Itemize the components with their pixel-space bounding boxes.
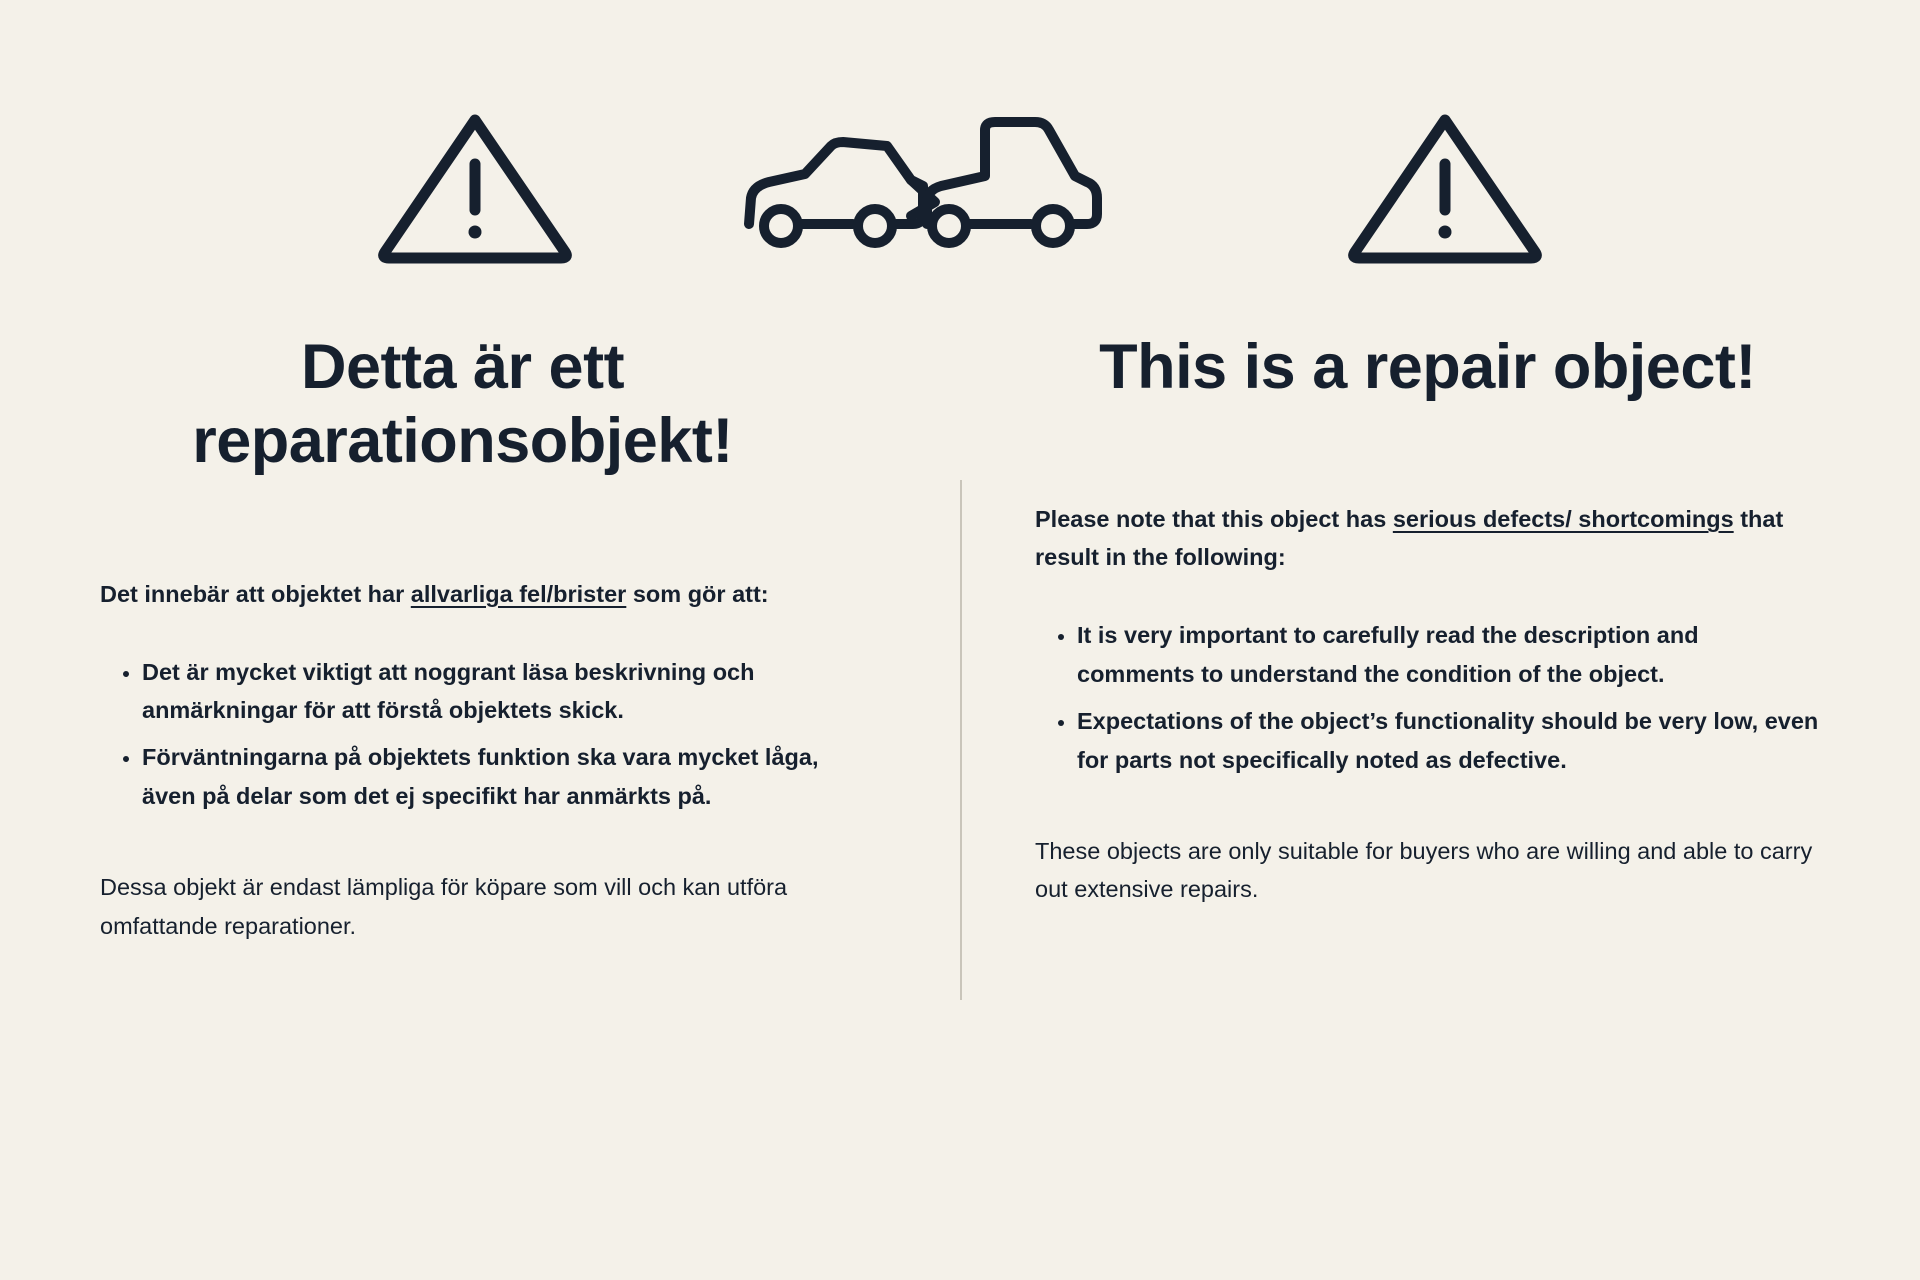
intro-text-after-sv: som gör att: — [626, 580, 769, 607]
bullet-list-en — [1035, 616, 1820, 779]
intro-paragraph-en — [1035, 500, 1820, 576]
intro-paragraph-sv — [100, 575, 825, 613]
bullet-list-sv — [100, 653, 825, 816]
warning-triangle-icon — [1345, 106, 1545, 266]
page-title-sv: Detta är ett reparationsobjekt! — [192, 332, 733, 477]
warning-triangle-icon — [375, 106, 575, 266]
icon-row — [0, 96, 1920, 276]
page-title-en: This is a repair object! — [1099, 332, 1756, 402]
car-collision-icon — [735, 106, 1185, 266]
intro-text-before-en: Please note that this object has — [1035, 506, 1393, 533]
intro-emphasis-en: serious defects/ shortcomings — [1392, 506, 1734, 533]
footnote-en: These objects are only suitable for buyers who are willing and able to carry out extensive repairs. — [1035, 837, 1813, 903]
intro-emphasis-sv: allvarliga fel/brister — [410, 580, 627, 607]
content-columns — [0, 330, 1920, 945]
column-english — [960, 330, 1920, 909]
footnote-sv: Dessa objekt är endast lämpliga för köpare som vill och kan utföra omfattande reparationer. — [100, 873, 788, 939]
intro-text-before-sv: Det innebär att objektet har — [100, 580, 411, 607]
intro-text-after-en: that result in the following: — [1035, 506, 1784, 571]
list-item: • Förväntningarna på objektets funktion ska vara mycket låga, även på delar som det ej specifikt har anmärkts på. — [142, 738, 825, 816]
list-item: • Det är mycket viktigt att noggrant läsa beskrivning och anmärkningar för att förstå objektets skick. — [142, 653, 825, 731]
list-item: • It is very important to carefully read the description and comments to understand the condition of the object. — [1077, 616, 1820, 694]
list-item: • Expectations of the object’s functionality should be very low, even for parts not specifically noted as defective. — [1077, 702, 1820, 780]
column-swedish — [0, 330, 960, 945]
